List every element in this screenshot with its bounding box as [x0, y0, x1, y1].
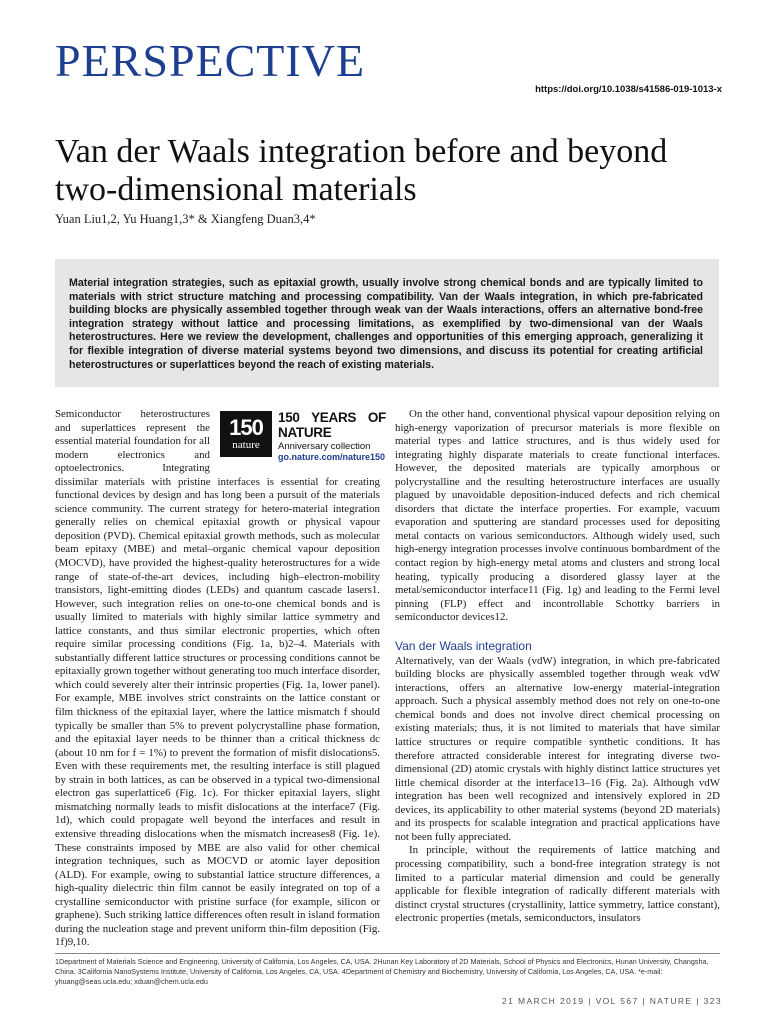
section-label: PERSPECTIVE: [55, 35, 366, 86]
author-list: Yuan Liu1,2, Yu Huang1,3* & Xiangfeng Duan3,4*: [55, 212, 316, 226]
body-column-left: [55, 408, 386, 950]
article-title: Van der Waals integration before and beyond two-dimensional materials: [55, 133, 668, 208]
anniversary-promo[interactable]: [220, 408, 386, 470]
promo-heading: 150 YEARS OF NATURE: [278, 410, 386, 440]
affiliations-footnote: 1Department of Materials Science and Engineering, University of California, Los Angeles, CA, USA. 2Hunan Key Laboratory of 2D Materials, School of Physics and Electronics, Hunan University, Changsha, China. 3California NanoSystems Institute, University of California, Los Angeles, CA, USA. 4Department of Chemistry and Biochemistry, University of California, Los Angeles, CA, USA. *e-mail: yhuang@seas.ucla.edu; xduan@chem.ucla.edu: [55, 953, 720, 987]
promo-subtitle: Anniversary collection: [278, 441, 371, 452]
body-column-right: [395, 408, 720, 926]
promo-url[interactable]: go.nature.com/nature150: [278, 452, 386, 462]
nature-150-logo: [220, 411, 272, 457]
logo-word: nature: [232, 439, 260, 451]
logo-number: 150: [229, 415, 263, 440]
doi-link[interactable]: https://doi.org/10.1038/s41586-019-1013-x: [535, 84, 722, 95]
body-paragraph: Alternatively, van der Waals (vdW) integration, in which pre-fabricated building blocks are physically assembled together through weak vdW interactions, offers an alternative low-energy material-integration approach. Such a physical assembly method does not rely on one-to-one chemical bonds and does not involve direct chemical processing on existing materials; thus, it is not limited to materials that have similar lattice structures or require compatible synthetic conditions. It has therefore attracted considerable interest for integrating diverse two-dimensional (2D) atomic crystals with highly distinct lattice structures yet little chemical disorder at the interface13–16 (Fig. 2a). Although vdW integration has been well recognized and intensively explored in 2D devices, its applicability to other material systems (beyond 2D materials) and its prospects for scalable integration and practical applications have not been fully appreciated.: [395, 654, 720, 843]
abstract-text: Material integration strategies, such as epitaxial growth, usually involve strong chemical bonds and are typically limited to materials with strict structure matching and processing compatibility. Van der Waals integration, in which pre-fabricated building blocks are physically assembled together through weak van der Waals interactions, offers an alternative bond-free integration strategy without lattice and processing limitations, as exemplified by two-dimensional van der Waals heterostructures. Here we review the development, challenges and opportunities of this emerging approach, generalizing it for flexible integration of diverse material systems beyond two dimensions, and discuss its potential for creating artificial heterostructures or superlattices beyond the reach of existing materials.: [69, 277, 703, 371]
abstract-box: [55, 259, 719, 387]
body-paragraph: Semiconductor heterostructures and superlattices represent the essential material foundation for all modern electronics and optoelectronics. Integrating dissimilar materials with pristine interfaces is essential for creating functional devices by design and has long been a pursuit of the materials science community. The current strategy for hetero-material integration generally relies on chemical epitaxial growth or physical vapour deposition (PVD). Chemical epitaxial growth methods, such as molecular beam epitaxy (MBE) and metal–organic chemical vapour deposition (MOCVD), have provided the highest-quality heterostructures for a wide range of state-of-the-art devices, including high–electron-mobility transistors, light-emitting diodes (LEDs) and quantum cascade lasers1. However, such integration relies on one-to-one chemical bonds and is usually limited to materials with highly similar lattice symmetry and lattice constants, and thus similar electronic properties, which often require similar processing conditions (Fig. 1a, b)2–4. Materials with substantially different lattice structures or processing conditions cannot be epitaxially grown together without generating too much interface disorder, which could severely alter their intrinsic properties (Fig. 1a, lower panel). For example, MBE involves strict constraints on the lattice constant or film thickness of the epitaxial layer, where the lattice mismatch f should typically be smaller than 5% to prevent polycrystalline phase formation, and the epitaxial layer needs to be thinner than a critical thickness dc (about 10 nm for f = 1%) to prevent the formation of misfit dislocations5. Even with these requirements met, the resulting interface is still plagued by strain in both lattices, as can be observed in a typical two-dimensional electron gas superlattice6 (Fig. 1c). For thicker epitaxial layers, slight mismatching normally leads to misfit dislocations at the interface7 (Fig. 1d), which could propagate well beyond the interfaces and result in extensive threading dislocations when the mismatch increases8 (Fig. 1e). These constraints imposed by MBE are also valid for other chemical integration techniques, such as MOCVD or atomic layer deposition (ALD). For example, owing to substantial lattice structure differences, a high-quality dielectric thin film cannot be easily integrated on top of a crystalline semiconductor with pristine surface (for example, silicon or graphene). Such striking lattice differences often result in island formation during the nucleation stage and prevent uniform thin-film deposition (Fig. 1f)9,10.: [55, 408, 380, 949]
promo-text: [278, 410, 386, 463]
section-heading: Van der Waals integration: [395, 638, 532, 653]
page-footer: 21 MARCH 2019 | VOL 567 | NATURE | 323: [502, 996, 722, 1006]
body-paragraph: On the other hand, conventional physical vapour deposition relying on high-energy vaporization of precursor materials is more flexible on material types and lattice structures, and is thus widely used for integrating highly disparate materials to create functional interfaces. However, the deposited materials are typically amorphous or polycrystalline and the resulting heterostructure interfaces are usually plagued by unavoidable deposition-induced defects and rich chemical disorders that dictate the interface properties. For example, vacuum evaporation and sputtering are standard processes used for depositing metal contacts on various semiconductors. Although widely used, such high-energy integration processes involve continuous bombardment of the contact region by high-energy metal atoms and clusters and strong local heating, typically producing a disordered glassy layer at the metal/semiconductor interface11 (Fig. 1g) and leading to the Fermi level pinning (FLP) effect and incontrollable Schottky barriers in semiconductor devices12.: [395, 408, 720, 624]
body-paragraph: In principle, without the requirements of lattice matching and processing compatibility, such a bond-free integration strategy is not limited to a particular material dimension and could be generally applicable for flexible integration of radically different materials with distinct crystal structures (crystallinity, lattice symmetry, lattice constant), electronic properties (metals, semiconductors, insulators: [395, 844, 720, 925]
